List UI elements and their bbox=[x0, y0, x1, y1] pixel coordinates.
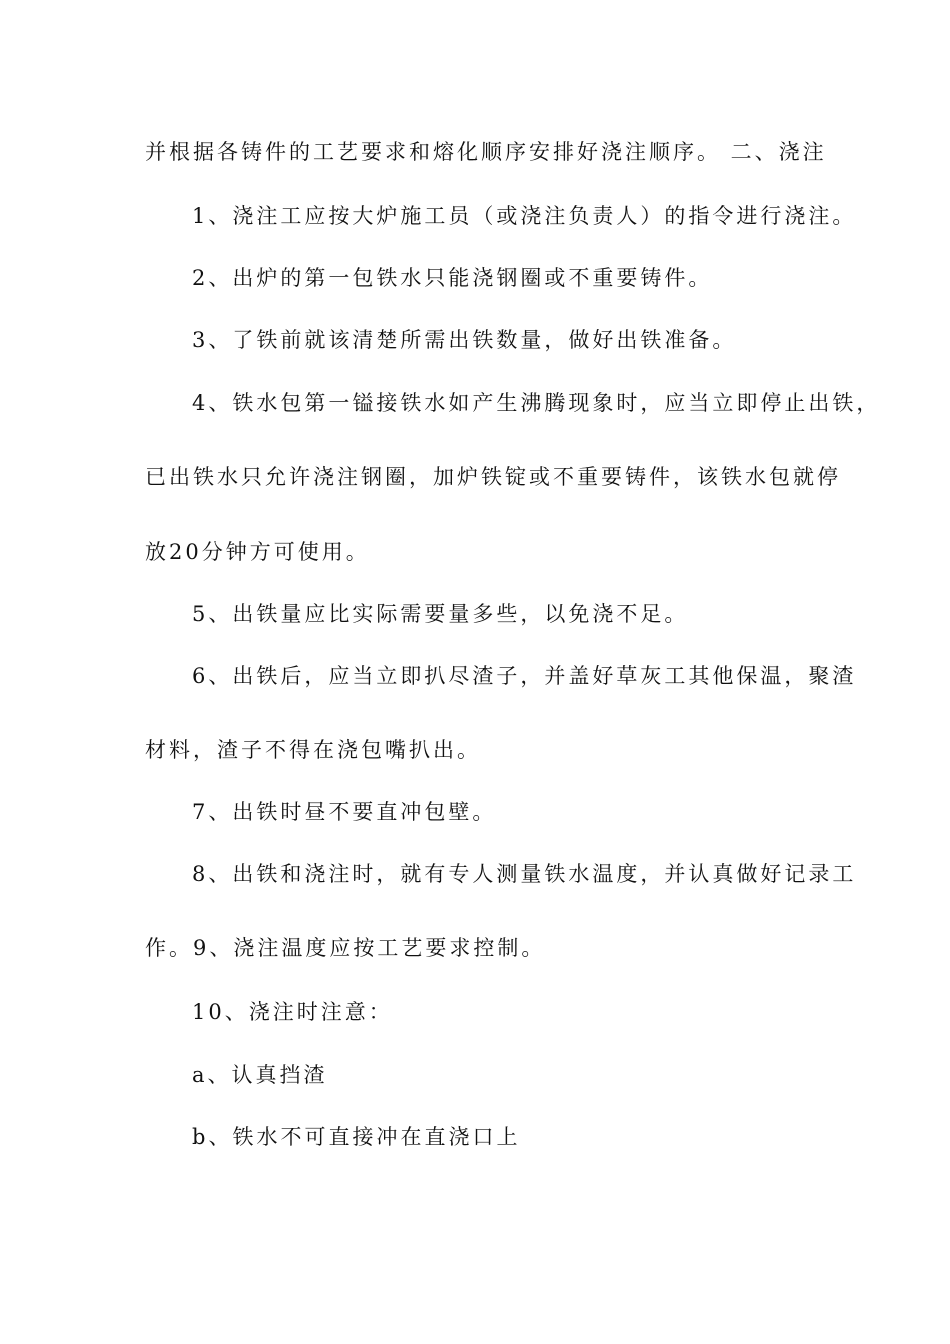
text-line-3: 2、出炉的第一包铁水只能浇钢圈或不重要铸件。 bbox=[192, 266, 713, 290]
text-line-4: 3、了铁前就该清楚所需出铁数量，做好出铁准备。 bbox=[192, 328, 737, 352]
text-line-9: 6、出铁后，应当立即扒尽渣子，并盖好草灰工其他保温，聚渣 bbox=[192, 664, 857, 688]
text-line-7: 放20分钟方可使用。 bbox=[145, 540, 370, 564]
text-line-12: 8、出铁和浇注时，就有专人测量铁水温度，并认真做好记录工 bbox=[192, 862, 857, 886]
text-line-13: 作。9、浇注温度应按工艺要求控制。 bbox=[145, 936, 546, 960]
text-line-10: 材料，渣子不得在浇包嘴扒出。 bbox=[145, 738, 481, 762]
text-line-5: 4、铁水包第一镒接铁水如产生沸腾现象时，应当立即停止出铁， bbox=[192, 391, 881, 415]
text-line-14: 10、浇注时注意： bbox=[192, 1000, 393, 1024]
text-line-15: a、认真挡渣 bbox=[192, 1063, 328, 1087]
text-line-8: 5、出铁量应比实际需要量多些，以免浇不足。 bbox=[192, 602, 689, 626]
text-line-2: 1、浇注工应按大炉施工员（或浇注负责人）的指令进行浇注。 bbox=[192, 204, 857, 228]
text-line-1: 并根据各铸件的工艺要求和熔化顺序安排好浇注顺序。 二、浇注 bbox=[145, 140, 827, 164]
text-line-11: 7、出铁时昼不要直冲包壁。 bbox=[192, 800, 497, 824]
text-line-16: b、铁水不可直接冲在直浇口上 bbox=[192, 1125, 521, 1149]
text-line-6: 已出铁水只允许浇注钢圈，加炉铁锭或不重要铸件，该铁水包就停 bbox=[145, 465, 841, 489]
